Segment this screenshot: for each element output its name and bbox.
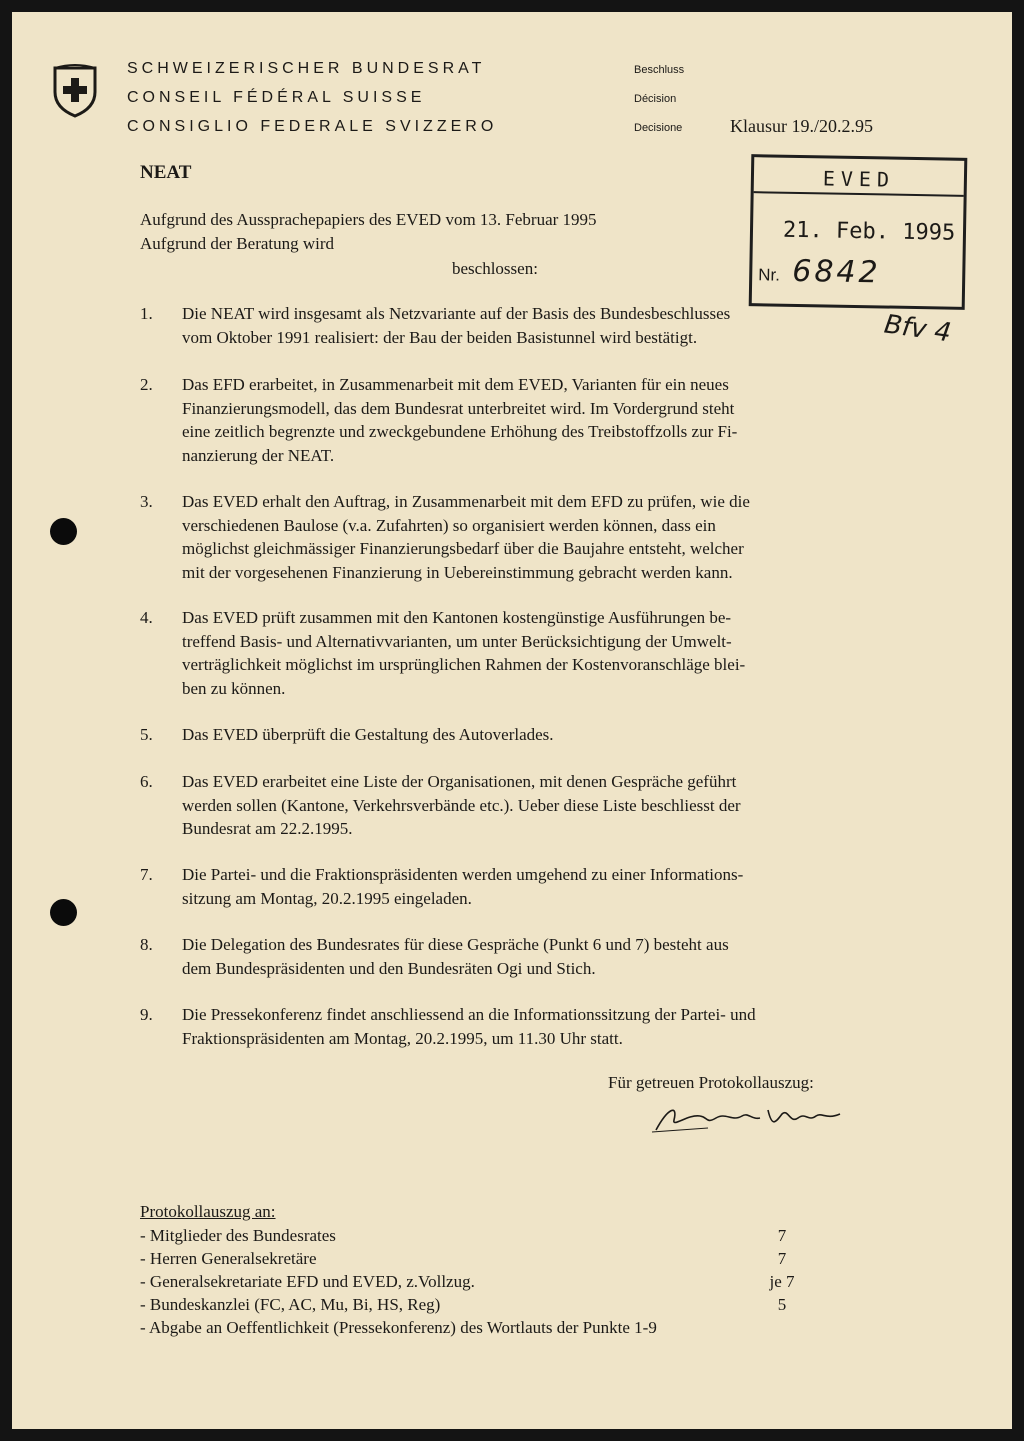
item-number: 4. — [140, 608, 153, 627]
stamp-nr-handwritten: 6842 — [791, 253, 881, 291]
item-line: Die Pressekonferenz findet anschliessend an die Informationssitzung der Partei- und — [182, 1005, 756, 1024]
item-line: werden sollen (Kantone, Verkehrsverbände etc.). Ueber diese Liste beschliesst der — [182, 795, 741, 815]
distribution-recipient: - Abgabe an Oeffentlichkeit (Pressekonferenz) des Wortlauts der Punkte 1-9 — [140, 1318, 657, 1337]
council-name-de: SCHWEIZERISCHER BUNDESRAT — [127, 60, 486, 77]
item-line: mit der vorgesehenen Finanzierung in Uebereinstimmung gebracht werden kann. — [182, 562, 733, 582]
item-line: Die Partei- und die Fraktionspräsidenten werden umgehend zu einer Informations- — [182, 865, 744, 884]
item-line: Die NEAT wird insgesamt als Netzvariante auf der Basis des Bundesbeschlusses — [182, 304, 731, 323]
item-line: ben zu können. — [182, 678, 286, 698]
item-line: Die Delegation des Bundesrates für diese Gespräche (Punkt 6 und 7) besteht aus — [182, 935, 729, 954]
distribution-count: 5 — [777, 1295, 787, 1314]
intro-line: Aufgrund der Beratung wird — [140, 234, 335, 253]
punch-hole — [50, 518, 77, 545]
distribution-row — [140, 1295, 860, 1318]
decision-label-de: Beschluss — [634, 64, 685, 76]
handwritten-signature — [648, 1098, 848, 1136]
distribution-heading: Protokollauszug an: — [140, 1202, 276, 1221]
item-line: Fraktionspräsidenten am Montag, 20.2.1995, um 11.30 Uhr statt. — [182, 1028, 623, 1048]
stamp-department: EVED — [754, 165, 964, 197]
distribution-recipient: - Herren Generalsekretäre — [140, 1249, 317, 1268]
resolved-word: beschlossen: — [452, 259, 538, 278]
punch-hole — [50, 899, 77, 926]
distribution-row — [140, 1318, 860, 1341]
document-page — [12, 12, 1012, 1429]
decision-label-fr: Décision — [634, 93, 677, 105]
item-line: Das EVED erhalt den Auftrag, in Zusammenarbeit mit dem EFD zu prüfen, wie die — [182, 492, 750, 511]
intro-line: Aufgrund des Aussprachepapiers des EVED vom 13. Februar 1995 — [140, 210, 597, 229]
item-line: verschiedenen Baulose (v.a. Zufahrten) so organisiert werden können, dass ein — [182, 515, 716, 535]
item-number: 9. — [140, 1005, 153, 1024]
council-name-it: CONSIGLIO FEDERALE SVIZZERO — [127, 118, 498, 135]
distribution-row — [140, 1249, 860, 1272]
item-line: Das EFD erarbeitet, in Zusammenarbeit mit dem EVED, Varianten für ein neues — [182, 375, 729, 394]
certification-line: Für getreuen Protokollauszug: — [608, 1073, 814, 1092]
distribution-count: je 7 — [769, 1272, 795, 1291]
item-number: 8. — [140, 935, 153, 954]
distribution-row — [140, 1272, 860, 1295]
distribution-count: 7 — [777, 1226, 787, 1245]
item-number: 6. — [140, 772, 153, 791]
distribution-row — [140, 1226, 860, 1249]
item-line: Das EVED prüft zusammen mit den Kantonen kostengünstige Ausführungen be- — [182, 608, 732, 627]
item-number: 7. — [140, 865, 153, 884]
receipt-stamp — [749, 154, 968, 310]
item-line: verträglichkeit möglichst im ursprünglichen Rahmen der Kostenvoranschläge blei- — [182, 655, 746, 674]
item-line: Finanzierungsmodell, das dem Bundesrat unterbreitet wird. Im Vordergrund steht — [182, 398, 735, 418]
distribution-count: 7 — [777, 1249, 787, 1268]
item-line: eine zeitlich begrenzte und zweckgebundene Erhöhung des Treibstoffzolls zur Fi- — [182, 422, 738, 441]
distribution-recipient: - Bundeskanzlei (FC, AC, Mu, Bi, HS, Reg) — [140, 1295, 441, 1314]
distribution-recipient: - Mitglieder des Bundesrates — [140, 1226, 336, 1245]
document-title: NEAT — [140, 162, 192, 183]
item-number: 5. — [140, 725, 153, 744]
session-date: Klausur 19./20.2.95 — [730, 116, 873, 136]
item-line: dem Bundespräsidenten und den Bundesräten Ogi und Stich. — [182, 958, 596, 978]
item-line: Das EVED überprüft die Gestaltung des Autoverlades. — [182, 725, 554, 744]
decision-label-it: Decisione — [634, 122, 683, 134]
item-line: sitzung am Montag, 20.2.1995 eingeladen. — [182, 888, 472, 908]
council-name-fr: CONSEIL FÉDÉRAL SUISSE — [127, 89, 426, 106]
item-number: 2. — [140, 375, 153, 394]
swiss-crest-icon — [52, 62, 98, 118]
distribution-recipient: - Generalsekretariate EFD und EVED, z.Vollzug. — [140, 1272, 475, 1291]
item-number: 3. — [140, 492, 153, 511]
item-line: Bundesrat am 22.2.1995. — [182, 819, 353, 838]
item-line: nanzierung der NEAT. — [182, 445, 335, 465]
item-line: möglichst gleichmässiger Finanzierungsbedarf über die Baujahre entsteht, welcher — [182, 539, 744, 558]
item-line: treffend Basis- und Alternativvarianten, um unter Berücksichtigung der Umwelt- — [182, 631, 732, 651]
stamp-date: 21. Feb. 1995 — [782, 217, 956, 246]
handwritten-annotation: Bfv 4 — [882, 309, 953, 349]
item-number: 1. — [140, 304, 153, 323]
stamp-nr-label: Nr. — [758, 265, 781, 285]
item-line: Das EVED erarbeitet eine Liste der Organisationen, mit denen Gespräche geführt — [182, 772, 737, 791]
item-line: vom Oktober 1991 realisiert: der Bau der beiden Basistunnel wird bestätigt. — [182, 327, 698, 347]
